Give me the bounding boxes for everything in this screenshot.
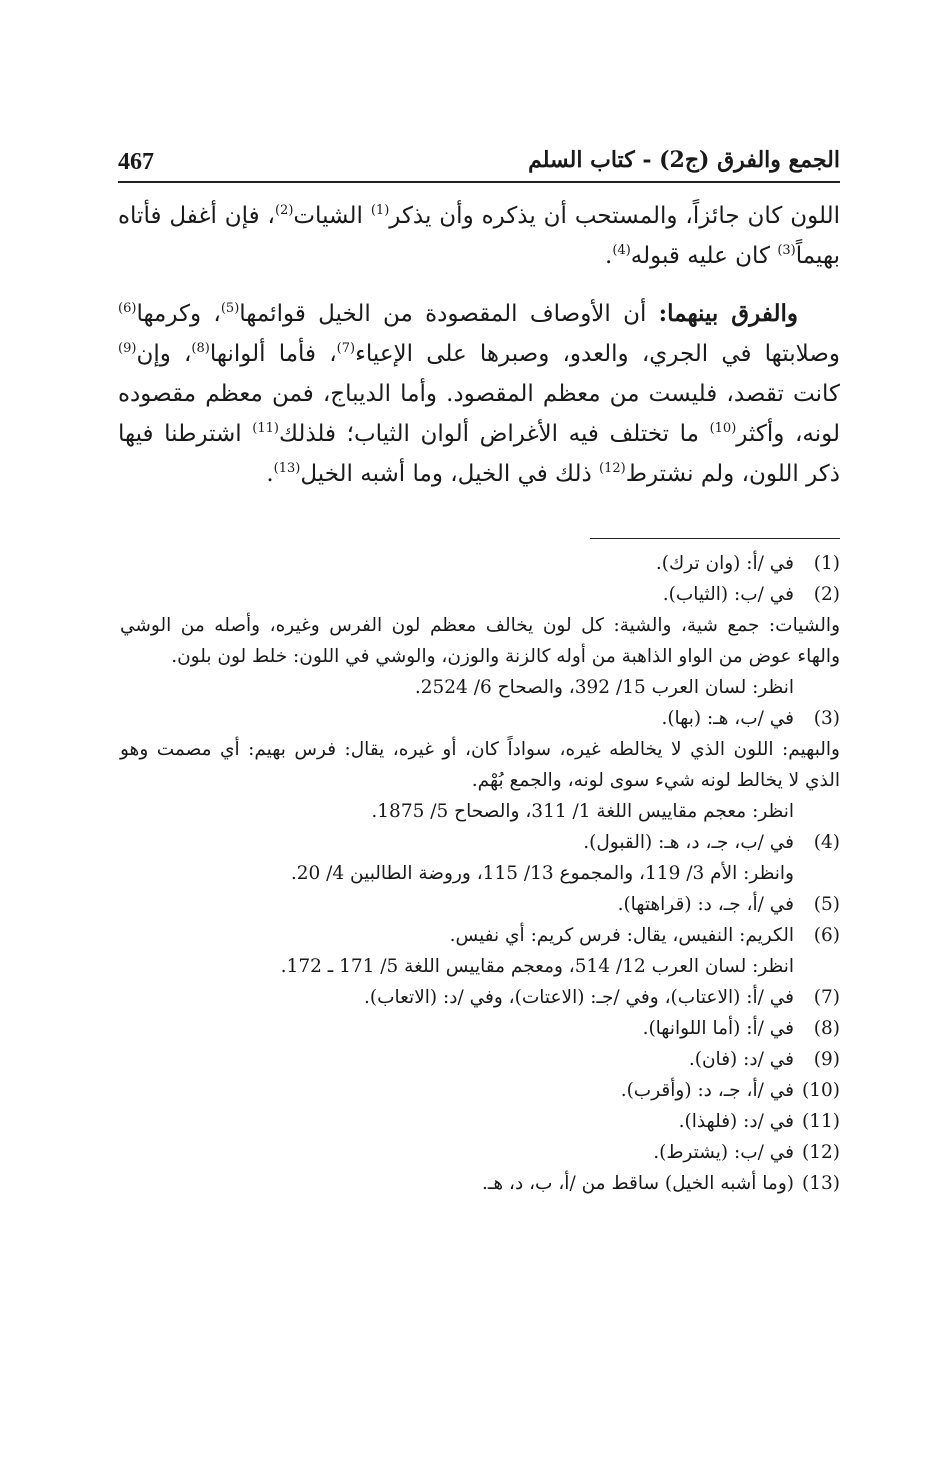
footnote-ref-10[interactable]: (10) [709,421,737,436]
footnote-text: في /أ، جـ، د: (وأقرب). [620,1080,794,1101]
footnote-ref-8[interactable]: (8) [191,341,210,356]
footnote-4-reference: وانظر: الأم 3/ 119، والمجموع 13/ 115، وروضة الطالبين 4/ 20. [290,863,794,884]
text-run: . [605,243,613,269]
footnote-ref-11[interactable]: (11) [252,421,279,436]
footnote-ref-12[interactable]: (12) [599,461,626,476]
footnote-separator [590,538,840,539]
footnote-ref-13[interactable]: (13) [273,461,301,476]
paragraph-1 [118,196,840,276]
footnote-number: (12) [802,1142,840,1163]
footnote-3-definition: والبهيم: اللون الذي لا يخالطه غيره، سواداً كان، أو غيره، يقال: فرس بهيم: أي مصمت وهو الذي لا يخالط لونه شيء سوى لونه، والجمع بُهْم. [120,739,840,791]
footnote-ref-9[interactable]: (9) [118,341,137,356]
footnote-4 [120,827,840,858]
footnote-text: في /د: (فان). [688,1049,794,1070]
footnote-9 [120,1044,840,1075]
footnote-10 [120,1075,840,1106]
footnote-2-reference: انظر: لسان العرب 15/ 392، والصحاح 6/ 2524. [414,677,794,698]
text-run: وصلابتها في الجري، والعدو، وصبرها على الإعياء [355,341,840,367]
footnote-12 [120,1137,840,1168]
footnote-text: في /ب، جـ، د، هـ: (القبول). [583,832,794,853]
footnote-number: (8) [813,1018,840,1039]
text-run: ، فأما ألوانها [209,341,337,367]
footnote-text: الكريم: النفيس، يقال: فرس كريم: أي نفيس. [449,925,794,946]
footnote-6-reference: انظر: لسان العرب 12/ 514، ومعجم مقاييس اللغة 5/ 171 ـ 172. [280,956,794,977]
text-run: ما تختلف فيه الأغراض ألوان الثياب؛ فلذلك [278,421,710,447]
text-run: الشيات [293,203,371,229]
footnote-text: في /أ: (أما اللوانها). [642,1018,794,1039]
running-header [118,145,840,185]
text-run: ، وكرمها [136,301,221,327]
footnote-number: (13) [802,1173,840,1194]
text-run: كانت تقصد، فليست من معظم المقصود. وأما الديباج، فمن معظم مقصوده لونه، وأكثر [118,381,840,447]
paragraph-lead: والفرق بينهما: [658,300,798,327]
footnote-number: (10) [802,1080,840,1101]
footnote-6 [120,920,840,951]
footnote-ref-7[interactable]: (7) [336,341,356,356]
footnote-13 [120,1168,840,1199]
text-run: ذلك في الخيل، وما أشبه الخيل [300,461,600,487]
footnote-ref-3[interactable]: (3) [777,243,796,258]
footnote-number: (4) [813,832,840,853]
text-run: ، وإن [136,341,192,367]
header-rule [118,181,840,183]
text-run: . [266,461,274,487]
footnote-number: (7) [813,987,840,1008]
text-run: أن الأوصاف المقصودة من الخيل قوائمها [239,301,659,327]
footnote-number: (5) [813,894,840,915]
text-run: اللون كان جائزاً، والمستحب أن يذكره وأن يذكر [389,203,840,229]
paragraph-2 [118,294,840,494]
footnote-number: (11) [802,1111,840,1132]
footnote-2 [120,579,840,610]
footnote-2-definition: والشيات: جمع شية، والشية: كل لون يخالف معظم لون الفرس وغيره، وأصله من الوشي والهاء عوض من الواو الذاهبة من أوله كالزنة والوزن، والوشي في اللون: خلط لون بلون. [120,615,840,667]
footnote-text: في /ب: (يشترط). [653,1142,794,1163]
footnote-number: (1) [813,553,840,574]
footnote-text: في /ب، هـ: (بها). [661,708,794,729]
footnote-5 [120,889,840,920]
footnote-ref-6[interactable]: (6) [118,301,137,316]
main-text [118,196,840,494]
footnote-text: (وما أشبه الخيل) ساقط من /أ، ب، د، هـ. [482,1173,794,1194]
footnotes [120,548,840,1199]
footnote-number: (3) [813,708,840,729]
footnote-ref-2[interactable]: (2) [274,203,294,218]
running-title: الجمع والفرق (ج2) - كتاب السلم [528,147,840,173]
footnote-ref-1[interactable]: (1) [370,203,390,218]
text-run: اشترطنا فيها ذكر اللون، ولم نشترط [118,421,840,487]
footnote-text: في /أ، جـ، د: (قراهتها). [617,894,794,915]
text-run: ، فإن أغفل فأتاه بهيماً [118,203,840,269]
footnote-number: (6) [813,925,840,946]
footnote-text: في /د: (فلهذا). [678,1111,794,1132]
footnote-7 [120,982,840,1013]
text-run: كان عليه قبوله [630,243,778,269]
footnote-text: في /أ: (الاعتاب)، وفي /جـ: (الاعتات)، وفي /د: (الاتعاب). [363,987,794,1008]
footnote-text: في /ب: (الثياب). [662,584,794,605]
footnote-ref-5[interactable]: (5) [220,301,240,316]
footnote-ref-4[interactable]: (4) [612,243,631,258]
footnote-number: (9) [813,1049,840,1070]
footnote-1 [120,548,840,579]
footnote-text: في /أ: (وان ترك). [655,553,794,574]
footnote-11 [120,1106,840,1137]
footnote-8 [120,1013,840,1044]
footnote-3-reference: انظر: معجم مقاييس اللغة 1/ 311، والصحاح 5/ 1875. [371,801,794,822]
page-number: 467 [118,149,154,175]
footnote-3 [120,703,840,734]
footnote-number: (2) [813,584,840,605]
